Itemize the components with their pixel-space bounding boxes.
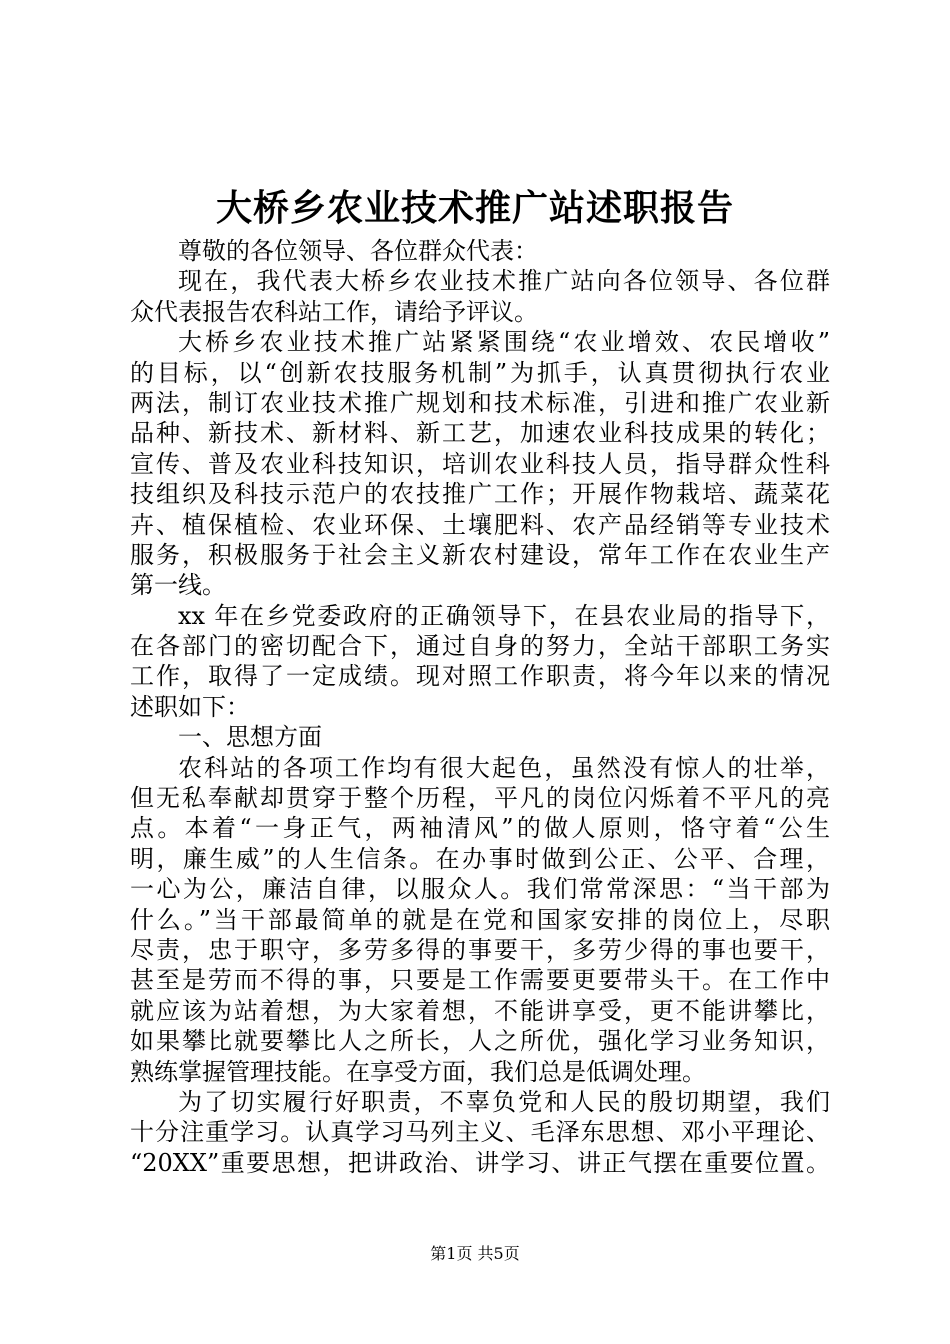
body-text-line: 一心为公，廉洁自律，以服众人。我们常常深思：“当干部为 (130, 875, 830, 904)
body-text-line: xx 年在乡党委政府的正确领导下，在县农业局的指导下， (178, 601, 830, 630)
body-text-line: 工作，取得了一定成绩。现对照工作职责，将今年以来的情况 (130, 662, 830, 691)
body-text-line: 现在，我代表大桥乡农业技术推广站向各位领导、各位群 (178, 267, 830, 296)
document-body (130, 236, 830, 1178)
body-text-line: 技组织及科技示范户的农技推广工作；开展作物栽培、蔬菜花 (130, 480, 830, 509)
body-text-line: 述职如下： (130, 692, 250, 721)
body-text-line: “20XX”重要思想，把讲政治、讲学习、讲正气摆在重要位置。 (130, 1148, 830, 1177)
body-text-line: 卉、植保植检、农业环保、土壤肥料、农产品经销等专业技术 (130, 510, 830, 539)
body-text-line: 大桥乡农业技术推广站紧紧围绕“农业增效、农民增收” (178, 328, 830, 357)
body-text-line: 为了切实履行好职责，不辜负党和人民的殷切期望，我们 (178, 1087, 830, 1116)
body-text-line: 就应该为站着想，为大家着想，不能讲享受，更不能讲攀比， (130, 996, 830, 1025)
body-text-line: 的目标，以“创新农技服务机制”为抓手，认真贯彻执行农业 (130, 358, 830, 387)
body-text-line: 甚至是劳而不得的事，只要是工作需要更要带头干。在工作中 (130, 966, 830, 995)
body-text-line: 但无私奉献却贯穿于整个历程，平凡的岗位闪烁着不平凡的亮 (130, 784, 830, 813)
body-text-line: 农科站的各项工作均有很大起色，虽然没有惊人的壮举， (178, 753, 830, 782)
body-text-line: 点。本着“一身正气，两袖清风”的做人原则，恪守着“公生 (130, 814, 830, 843)
body-text-line: 两法，制订农业技术推广规划和技术标准，引进和推广农业新 (130, 388, 830, 417)
page-footer: 第1页 共5页 (430, 1244, 520, 1263)
body-text-line: 如果攀比就要攀比人之所长，人之所优，强化学习业务知识， (130, 1027, 830, 1056)
document-title: 大桥乡农业技术推广站述职报告 (215, 187, 734, 229)
body-text-line: 明，廉生威”的人生信条。在办事时做到公正、公平、合理， (130, 844, 830, 873)
body-text-line: 尊敬的各位领导、各位群众代表： (178, 237, 538, 265)
body-text-line: 尽责，忠于职守，多劳多得的事要干，多劳少得的事也要干， (130, 935, 830, 964)
body-text-line: 品种、新技术、新材料、新工艺，加速农业科技成果的转化； (130, 419, 830, 448)
body-text-line: 什么。”当干部最简单的就是在党和国家安排的岗位上，尽职 (130, 905, 830, 934)
body-text-line: 在各部门的密切配合下，通过自身的努力，全站干部职工务实 (130, 632, 830, 661)
body-text-line: 第一线。 (130, 571, 226, 600)
body-text-line: 众代表报告农科站工作，请给予评议。 (130, 297, 538, 326)
body-text-line: 宣传、普及农业科技知识，培训农业科技人员，指导群众性科 (130, 449, 830, 478)
body-text-line: 一、思想方面 (178, 723, 322, 752)
body-text-line: 服务，积极服务于社会主义新农村建设，常年工作在农业生产 (130, 540, 830, 569)
body-text-line: 熟练掌握管理技能。在享受方面，我们总是低调处理。 (130, 1057, 706, 1086)
body-text-line: 十分注重学习。认真学习马列主义、毛泽东思想、邓小平理论、 (130, 1118, 830, 1147)
